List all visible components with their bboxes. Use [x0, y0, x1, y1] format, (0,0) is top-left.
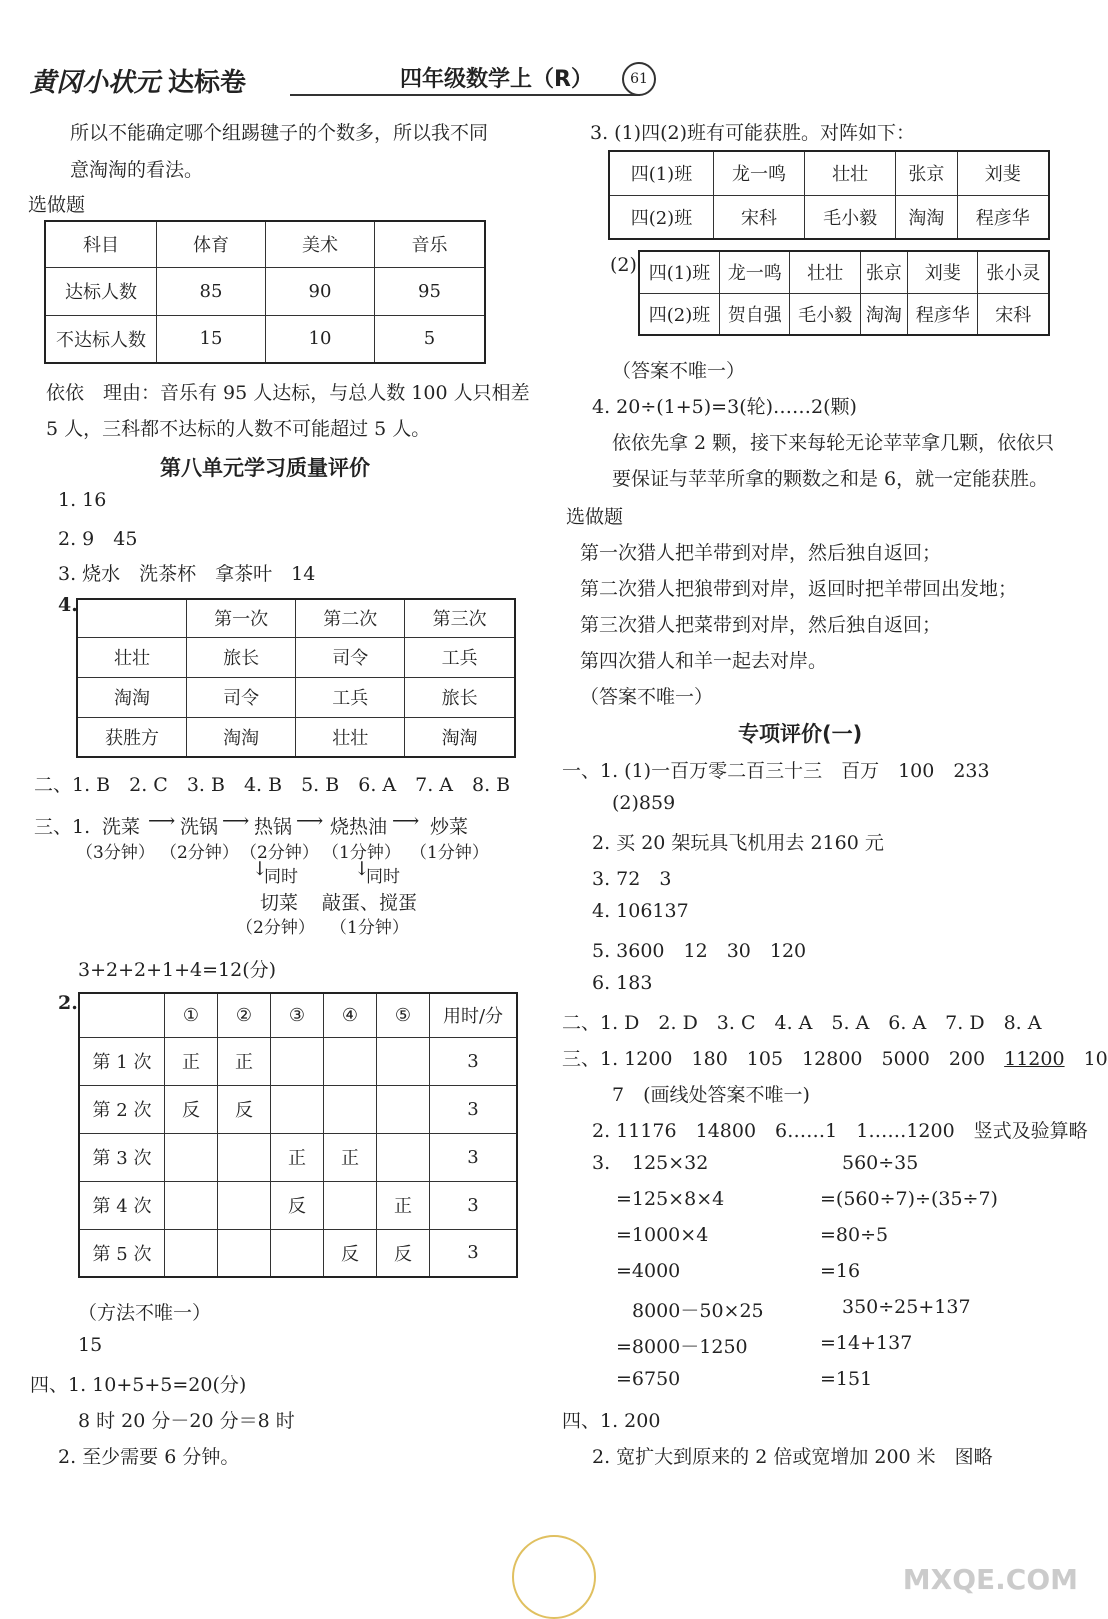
flow-step: 洗菜 — [102, 816, 141, 838]
table-cell: 淘淘 — [405, 717, 515, 757]
optional-label: 选做题 — [28, 194, 86, 216]
table-cell: 第 1 次 — [79, 1037, 165, 1085]
decorative-circle — [512, 1535, 596, 1619]
table-cell: 张京 — [860, 251, 907, 293]
section-title: 第八单元学习质量评价 — [160, 456, 370, 480]
table-cell: 正 — [324, 1133, 377, 1181]
paragraph-line: 第一次猎人把羊带到对岸，然后独自返回； — [580, 542, 942, 564]
table-cell — [218, 1229, 271, 1277]
paragraph-line: 第四次猎人和羊一起去对岸。 — [580, 650, 828, 672]
table-header: 用时/分 — [430, 993, 518, 1037]
table-cell — [218, 1181, 271, 1229]
flow-step: 炒菜 — [430, 816, 469, 838]
table-header: 美术 — [266, 221, 375, 267]
paragraph-line: 所以不能确定哪个组踢毽子的个数多，所以我不同 — [70, 122, 489, 144]
paragraph-line: 依依先拿 2 颗，接下来每轮无论苹苹拿几颗，依依只 — [612, 432, 1055, 454]
flow-same-label: 同时 — [366, 867, 400, 887]
table-cell: 旅长 — [405, 677, 515, 717]
answer-line: 2. 宽扩大到原来的 2 倍或宽增加 200 米 图略 — [592, 1446, 993, 1468]
table-cell: 3 — [430, 1229, 518, 1277]
calc-step: =14+137 — [820, 1332, 913, 1354]
arrow-icon: ⟶ — [222, 810, 250, 832]
table-header: 科目 — [45, 221, 157, 267]
table-header: 体育 — [157, 221, 266, 267]
paragraph-line: 第三次猎人把菜带到对岸，然后独自返回； — [580, 614, 942, 636]
table-cell — [165, 1181, 218, 1229]
page-number-text: 61 — [630, 71, 648, 87]
flow-time: （1分钟） — [322, 843, 401, 863]
table-cell: 反 — [271, 1181, 324, 1229]
paragraph-line: 要保证与苹苹所拿的颗数之和是 6，就一定能获胜。 — [612, 468, 1049, 490]
table-cell: 正 — [165, 1037, 218, 1085]
table-cell: 5 — [375, 315, 486, 363]
battle-table — [76, 598, 516, 758]
calc-step: =(560÷7)÷(35÷7) — [820, 1188, 998, 1210]
table-header: ② — [218, 993, 271, 1037]
calc-step: =8000－1250 — [616, 1336, 748, 1358]
answer-line: 一、1. (1)一百万零二百三十三 百万 100 233 — [562, 760, 990, 782]
table-cell: 3 — [430, 1133, 518, 1181]
down-arrow-icon: ↓ — [252, 858, 268, 880]
table-cell: 四(2)班 — [609, 195, 713, 239]
table-header: 第二次 — [296, 599, 405, 637]
underlined-answer: 11200 — [1004, 1048, 1065, 1070]
table-header: 音乐 — [375, 221, 486, 267]
flow-sum: 3+2+2+1+4=12(分) — [78, 959, 277, 981]
table-cell: 司令 — [296, 637, 405, 677]
calc-answers — [562, 1044, 1108, 1071]
optional-label: 选做题 — [566, 506, 624, 528]
table-cell — [165, 1133, 218, 1181]
table-cell: 淘淘 — [187, 717, 296, 757]
answer-line: 3. (1)四(2)班有可能获胜。对阵如下： — [590, 122, 915, 144]
multiple-choice-answers: 二、1. D 2. D 3. C 4. A 5. A 6. A 7. D 8. A — [562, 1012, 1042, 1034]
answer-line: 6. 183 — [592, 972, 653, 994]
table-cell — [377, 1037, 430, 1085]
multiple-choice-answers: 二、1. B 2. C 3. B 4. B 5. B 6. A 7. A 8. B — [34, 774, 511, 796]
arrow-icon: ⟶ — [296, 810, 324, 832]
calc-step: =6750 — [616, 1368, 681, 1390]
table-cell — [324, 1085, 377, 1133]
table-header: ① — [165, 993, 218, 1037]
table-cell: 旅长 — [187, 637, 296, 677]
table-cell: 3 — [430, 1085, 518, 1133]
table-cell: 程彦华 — [908, 293, 978, 335]
flow-substep: 敲蛋、搅蛋 — [322, 892, 418, 914]
flow-step: 洗锅 — [180, 816, 219, 838]
table-cell: 张小灵 — [978, 251, 1049, 293]
table-cell — [377, 1133, 430, 1181]
table-cell: 反 — [165, 1085, 218, 1133]
answer-line: 4. — [58, 594, 78, 616]
answer-line: 7 (画线处答案不唯一) — [612, 1084, 810, 1106]
table-cell: 达标人数 — [45, 267, 157, 315]
answer-line: 4. 106137 — [592, 900, 689, 922]
calc-answers-b: 10 — [1064, 1048, 1108, 1070]
table-cell: 工兵 — [405, 637, 515, 677]
table-cell: 正 — [271, 1133, 324, 1181]
brand-logo-text: 黄冈小状元 — [30, 68, 161, 98]
table-header — [77, 599, 187, 637]
table-cell: 第 2 次 — [79, 1085, 165, 1133]
subject-title: 四年级数学上（R） — [400, 67, 593, 92]
watermark: MXQE.COM — [902, 1563, 1078, 1596]
table-cell: 刘斐 — [908, 251, 978, 293]
answer-line: 2. — [58, 992, 78, 1014]
table-cell: 四(1)班 — [639, 251, 720, 293]
calc-step: 350÷25+137 — [842, 1296, 971, 1318]
answer-line: 1. 16 — [58, 489, 107, 511]
calc-step: =16 — [820, 1260, 861, 1282]
flow-time: （3分钟） — [76, 843, 155, 863]
table-cell: 张京 — [896, 151, 957, 195]
answer-line: 四、1. 10+5+5=20(分) — [30, 1374, 247, 1396]
calc-answers-a: 三、1. 1200 180 105 12800 5000 200 — [562, 1048, 1005, 1070]
flow-same-label: 同时 — [264, 867, 298, 887]
paragraph-line: 意淘淘的看法。 — [70, 159, 204, 181]
answer-line: 2. 11176 14800 6……1 1……1200 竖式及验算略 — [592, 1120, 1088, 1142]
flow-time: （2分钟） — [240, 843, 319, 863]
table-cell — [377, 1085, 430, 1133]
match-table-1 — [608, 150, 1050, 240]
table-cell: 淘淘 — [896, 195, 957, 239]
flow-step: 热锅 — [254, 816, 293, 838]
arrow-icon: ⟶ — [148, 810, 176, 832]
answer-line: 2. 买 20 架玩具飞机用去 2160 元 — [592, 832, 884, 854]
paragraph-line: 第二次猎人把狼带到对岸，返回时把羊带回出发地； — [580, 578, 1018, 600]
table-cell — [165, 1229, 218, 1277]
calc-step: 560÷35 — [842, 1152, 919, 1174]
table-cell — [324, 1181, 377, 1229]
calc-step: =1000×4 — [616, 1224, 709, 1246]
table-header: ③ — [271, 993, 324, 1037]
table-header: 第三次 — [405, 599, 515, 637]
paragraph-line: 依依 理由：音乐有 95 人达标，与总人数 100 人只相差 — [46, 382, 530, 404]
table-cell — [218, 1133, 271, 1181]
down-arrow-icon: ↓ — [354, 858, 370, 880]
calc-step: 125×32 — [632, 1152, 709, 1174]
table-cell: 壮壮 — [296, 717, 405, 757]
table-cell: 程彦华 — [957, 195, 1049, 239]
table-cell: 壮壮 — [77, 637, 187, 677]
calc-step: 8000－50×25 — [632, 1300, 764, 1322]
table-cell: 反 — [218, 1085, 271, 1133]
arrow-icon: ⟶ — [392, 810, 420, 832]
table-cell: 反 — [377, 1229, 430, 1277]
table-header: 第一次 — [187, 599, 296, 637]
table-cell: 第 4 次 — [79, 1181, 165, 1229]
table-cell: 宋科 — [978, 293, 1049, 335]
table-cell: 正 — [377, 1181, 430, 1229]
calc-step: =80÷5 — [820, 1224, 889, 1246]
table-cell: 反 — [324, 1229, 377, 1277]
answer-line: 3. — [592, 1152, 611, 1174]
flow-time: （1分钟） — [330, 918, 409, 938]
answer-line: 4. 20÷(1+5)=3(轮)……2(颗) — [592, 396, 857, 418]
table-cell: 宋科 — [713, 195, 804, 239]
page-number — [622, 62, 656, 96]
flow-time: （2分钟） — [236, 918, 315, 938]
table-cell: 第 5 次 — [79, 1229, 165, 1277]
table-cell — [324, 1037, 377, 1085]
table-cell: 毛小毅 — [805, 195, 896, 239]
answer-line: (2) — [610, 254, 637, 276]
table-cell: 正 — [218, 1037, 271, 1085]
table-cell: 刘斐 — [957, 151, 1049, 195]
table-header: ⑤ — [377, 993, 430, 1037]
table-cell: 四(2)班 — [639, 293, 720, 335]
section-title: 专项评价(一) — [738, 722, 863, 746]
calc-step: =4000 — [616, 1260, 681, 1282]
table-cell: 10 — [266, 315, 375, 363]
coin-table — [78, 992, 518, 1278]
table-cell: 贺自强 — [720, 293, 790, 335]
table-cell: 工兵 — [296, 677, 405, 717]
paragraph-line: 5 人，三科都不达标的人数不可能超过 5 人。 — [46, 418, 431, 440]
header-rule — [290, 94, 640, 96]
table-cell — [271, 1037, 324, 1085]
flow-time: （1分钟） — [410, 843, 489, 863]
calc-step: =125×8×4 — [616, 1188, 725, 1210]
answer-line: 2. 9 45 — [58, 528, 138, 550]
table-cell: 四(1)班 — [609, 151, 713, 195]
table-cell: 司令 — [187, 677, 296, 717]
table-cell: 壮壮 — [805, 151, 896, 195]
table-cell: 淘淘 — [77, 677, 187, 717]
score-table — [44, 220, 486, 364]
answer-note: （答案不唯一） — [612, 360, 746, 382]
answer-note: （答案不唯一） — [580, 686, 714, 708]
table-cell — [271, 1085, 324, 1133]
flow-prefix: 三、1. — [34, 816, 91, 838]
table-cell: 毛小毅 — [790, 293, 860, 335]
table-cell: 15 — [157, 315, 266, 363]
answer-line: 2. 至少需要 6 分钟。 — [58, 1446, 240, 1468]
calc-step: =151 — [820, 1368, 873, 1390]
table-cell: 不达标人数 — [45, 315, 157, 363]
flow-step: 烧热油 — [330, 816, 388, 838]
answer-line: 四、1. 200 — [562, 1410, 661, 1432]
table-cell: 淘淘 — [860, 293, 907, 335]
table-cell: 第 3 次 — [79, 1133, 165, 1181]
table-cell: 85 — [157, 267, 266, 315]
table-cell: 龙一鸣 — [720, 251, 790, 293]
table-cell: 95 — [375, 267, 486, 315]
method-note: （方法不唯一） — [78, 1302, 212, 1324]
table-header: ④ — [324, 993, 377, 1037]
table-cell: 获胜方 — [77, 717, 187, 757]
answer-line: 3. 烧水 洗茶杯 拿茶叶 14 — [58, 563, 316, 585]
series-title: 达标卷 — [168, 68, 247, 98]
match-table-2 — [638, 250, 1050, 336]
answer-line: 8 时 20 分－20 分＝8 时 — [78, 1410, 295, 1432]
table-cell: 壮壮 — [790, 251, 860, 293]
table-header — [79, 993, 165, 1037]
answer-line: 5. 3600 12 30 120 — [592, 940, 807, 962]
table-cell: 3 — [430, 1181, 518, 1229]
table-cell — [271, 1229, 324, 1277]
table-cell: 3 — [430, 1037, 518, 1085]
answer-line: (2)859 — [612, 792, 676, 814]
table-cell: 90 — [266, 267, 375, 315]
table-cell: 龙一鸣 — [713, 151, 804, 195]
flow-substep: 切菜 — [260, 892, 299, 914]
answer-line: 15 — [78, 1334, 103, 1356]
flow-time: （2分钟） — [160, 843, 239, 863]
answer-line: 3. 72 3 — [592, 868, 672, 890]
